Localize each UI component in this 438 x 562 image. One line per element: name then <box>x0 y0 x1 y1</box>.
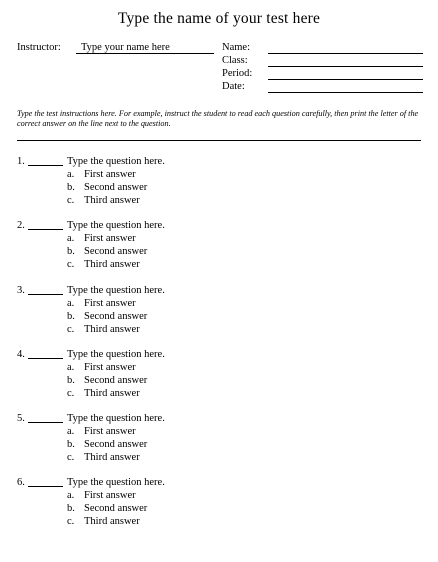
answer-option <box>17 310 417 323</box>
answer-text: First answer <box>84 490 136 501</box>
answer-text: Second answer <box>84 375 148 386</box>
question-line <box>17 412 417 425</box>
answer-letter: c. <box>67 195 75 206</box>
question-number: 2. <box>17 220 25 231</box>
test-title: Type the name of your test here <box>117 10 321 27</box>
answer-blank[interactable] <box>28 165 63 166</box>
answer-option <box>17 258 417 271</box>
date-label: Date: <box>222 81 245 92</box>
answer-text: First answer <box>84 169 136 180</box>
answer-text: Third answer <box>84 452 140 463</box>
question-block <box>17 412 417 464</box>
answer-blank[interactable] <box>28 229 63 230</box>
question-number: 4. <box>17 349 25 360</box>
answer-option <box>17 515 417 528</box>
answer-text: First answer <box>84 298 136 309</box>
answer-option <box>17 502 417 515</box>
question-number: 3. <box>17 285 25 296</box>
question-number: 6. <box>17 477 25 488</box>
answer-letter: b. <box>67 375 75 386</box>
answer-letter: c. <box>67 324 75 335</box>
question-block <box>17 155 417 207</box>
answer-text: Second answer <box>84 182 148 193</box>
answer-letter: b. <box>67 246 75 257</box>
question-line <box>17 219 417 232</box>
period-label: Period: <box>222 68 253 79</box>
answer-option <box>17 425 417 438</box>
answer-blank[interactable] <box>28 486 63 487</box>
question-text: Type the question here. <box>67 477 165 488</box>
answer-option <box>17 451 417 464</box>
instructor-underline <box>76 53 214 54</box>
answer-text: Third answer <box>84 388 140 399</box>
answer-option <box>17 168 417 181</box>
answer-blank[interactable] <box>28 358 63 359</box>
answer-letter: b. <box>67 439 75 450</box>
answer-text: Third answer <box>84 195 140 206</box>
answer-letter: b. <box>67 503 75 514</box>
question-line <box>17 476 417 489</box>
answer-blank[interactable] <box>28 294 63 295</box>
answer-blank[interactable] <box>28 422 63 423</box>
question-number: 1. <box>17 156 25 167</box>
answer-text: First answer <box>84 426 136 437</box>
question-text: Type the question here. <box>67 220 165 231</box>
answer-text: First answer <box>84 233 136 244</box>
question-text: Type the question here. <box>67 413 165 424</box>
answer-option <box>17 361 417 374</box>
answer-text: Third answer <box>84 324 140 335</box>
answer-option <box>17 323 417 336</box>
answer-letter: b. <box>67 311 75 322</box>
question-text: Type the question here. <box>67 285 165 296</box>
class-label: Class: <box>222 55 248 66</box>
instructions-divider <box>17 140 421 141</box>
answer-letter: b. <box>67 182 75 193</box>
question-text: Type the question here. <box>67 156 165 167</box>
question-line <box>17 284 417 297</box>
answer-text: Third answer <box>84 516 140 527</box>
test-instructions: Type the test instructions here. For example, instruct the student to read each question carefully, then print the letter of the correct answer on the line next to the question. <box>17 109 419 128</box>
answer-letter: a. <box>67 169 75 180</box>
question-text: Type the question here. <box>67 349 165 360</box>
answer-option <box>17 374 417 387</box>
answer-text: First answer <box>84 362 136 373</box>
question-block <box>17 476 417 528</box>
period-field[interactable] <box>268 79 423 80</box>
name-label: Name: <box>222 42 250 53</box>
class-field[interactable] <box>268 66 423 67</box>
answer-option <box>17 245 417 258</box>
answer-letter: c. <box>67 516 75 527</box>
question-number: 5. <box>17 413 25 424</box>
date-field[interactable] <box>268 92 423 93</box>
answer-option <box>17 438 417 451</box>
question-line <box>17 348 417 361</box>
answer-letter: a. <box>67 298 75 309</box>
answer-option <box>17 194 417 207</box>
answer-letter: c. <box>67 259 75 270</box>
answer-letter: a. <box>67 490 75 501</box>
answer-text: Second answer <box>84 311 148 322</box>
answer-letter: c. <box>67 452 75 463</box>
answer-letter: a. <box>67 426 75 437</box>
instructor-label: Instructor: <box>17 42 61 53</box>
answer-letter: c. <box>67 388 75 399</box>
answer-letter: a. <box>67 233 75 244</box>
instructor-name-field[interactable]: Type your name here <box>81 42 170 53</box>
question-line <box>17 155 417 168</box>
answer-text: Third answer <box>84 259 140 270</box>
answer-option <box>17 387 417 400</box>
question-block <box>17 219 417 271</box>
answer-text: Second answer <box>84 503 148 514</box>
answer-text: Second answer <box>84 439 148 450</box>
answer-letter: a. <box>67 362 75 373</box>
answer-option <box>17 181 417 194</box>
question-block <box>17 348 417 400</box>
answer-text: Second answer <box>84 246 148 257</box>
answer-option <box>17 297 417 310</box>
answer-option <box>17 232 417 245</box>
answer-option <box>17 489 417 502</box>
question-block <box>17 284 417 336</box>
name-field[interactable] <box>268 53 423 54</box>
